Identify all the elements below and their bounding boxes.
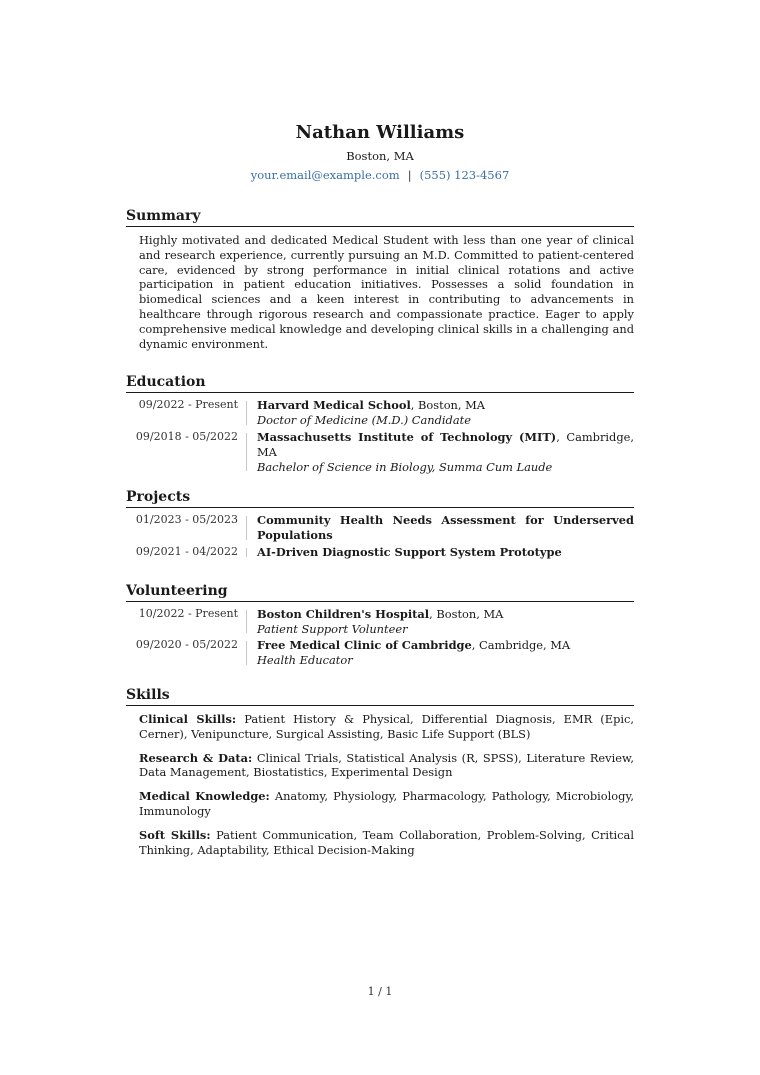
section-title-education: Education [126,373,634,393]
skill-item [139,712,634,742]
skill-label: Soft Skills: [139,827,211,842]
skills-list [139,712,634,857]
skill-item [139,789,634,819]
entry-date: 09/2022 - Present [138,398,238,412]
entry-divider [246,516,247,540]
entry-divider [246,433,247,471]
education-entry [126,430,634,474]
phone-link[interactable]: (555) 123-4567 [419,168,510,182]
contact-line [126,167,634,183]
email-link[interactable]: your.email@example.com [250,168,400,182]
entry-divider [246,641,247,665]
entry-divider [246,610,247,634]
entry-detail: Health Educator [257,653,353,668]
summary-section [126,207,634,351]
education-entry [126,398,634,428]
entry-divider [246,401,247,425]
skill-text: Patient History & Physical, Differential Diagnosis, EMR (Epic, Cerner), Venipuncture, Surgical Assisting, Basic Life Support (BLS) [139,711,635,741]
volunteering-entry [126,607,634,637]
volunteering-entry [126,638,634,668]
skill-text: Patient Communication, Team Collaboration, Problem-Solving, Critical Thinking, Adaptability, Ethical Decision-Making [139,827,634,857]
entry-location: , Cambridge, MA [471,638,571,653]
entry-body [257,545,634,560]
project-name: Community Health Needs Assessment for Underserved Populations [257,513,634,543]
page-number: 1 / 1 [367,985,393,998]
project-entries [126,513,634,559]
entry-date: 09/2021 - 04/2022 [135,544,238,558]
resume-header [126,120,634,183]
entry-body [257,430,634,474]
entry-body [257,607,634,637]
skill-label: Research & Data: [139,750,253,765]
entry-date: 09/2020 - 05/2022 [135,638,238,652]
entry-org: Boston Children's Hospital [257,606,430,621]
entry-title-line [257,430,634,460]
contact-separator: | [407,168,412,182]
skill-label: Clinical Skills: [139,711,237,726]
skill-text: Anatomy, Physiology, Pharmacology, Pathology, Microbiology, Immunology [139,789,634,818]
entry-body [257,513,634,543]
entry-location: , Cambridge, MA [257,429,634,459]
project-name: AI-Driven Diagnostic Support System Prototype [257,544,562,559]
entry-date: 09/2018 - 05/2022 [135,429,238,443]
entry-body [257,398,634,428]
section-title-projects: Projects [126,488,634,508]
section-title-skills: Skills [126,686,634,706]
section-title-summary: Summary [126,207,634,227]
skills-section [126,686,634,857]
projects-section [126,488,634,559]
entry-detail: Bachelor of Science in Biology, Summa Cum Laude [257,459,553,474]
entry-location: , Boston, MA [429,606,504,621]
skill-item [139,751,634,781]
resume-page [126,120,634,866]
candidate-name: Nathan Williams [295,122,465,143]
skill-text: Clinical Trials, Statistical Analysis (R, SPSS), Literature Review, Data Management, Biostatistics, Experimental Design [139,750,635,780]
skill-item [139,828,634,858]
candidate-location: Boston, MA [346,149,414,163]
entry-detail: Patient Support Volunteer [257,621,408,636]
entry-org: Harvard Medical School [257,398,411,413]
entry-date: 01/2023 - 05/2023 [135,513,238,527]
entry-org: Massachusetts Institute of Technology (MIT) [257,429,557,444]
entry-title-line [257,607,634,622]
summary-text: Highly motivated and dedicated Medical Student with less than one year of clinical and research experience, currently pursuing an M.D. Committed to patient-centered care, evidenced by strong performance in initial clinical rotations and active participation in patient education initiatives. Possesses a solid foundation in biomedical sciences and a keen interest in contributing to advancements in healthcare through rigorous research and compassionate practice. Eager to apply comprehensive medical knowledge and developing clinical skills in a challenging and dynamic environment. [139,233,634,351]
education-entries [126,398,634,474]
entry-title-line [257,398,634,413]
skill-label: Medical Knowledge: [139,789,270,804]
entry-body [257,638,634,668]
entry-divider [246,548,247,557]
project-entry [126,513,634,543]
project-entry [126,545,634,560]
entry-title-line [257,638,634,653]
education-section [126,373,634,474]
entry-org: Free Medical Clinic of Cambridge [257,638,472,653]
volunteering-section [126,582,634,668]
entry-date: 10/2022 - Present [138,606,238,620]
entry-title-line [257,513,634,543]
entry-location: , Boston, MA [410,398,486,413]
section-title-volunteering: Volunteering [126,582,634,602]
entry-detail: Doctor of Medicine (M.D.) Candidate [257,413,471,428]
volunteering-entries [126,607,634,668]
entry-title-line [257,545,634,560]
